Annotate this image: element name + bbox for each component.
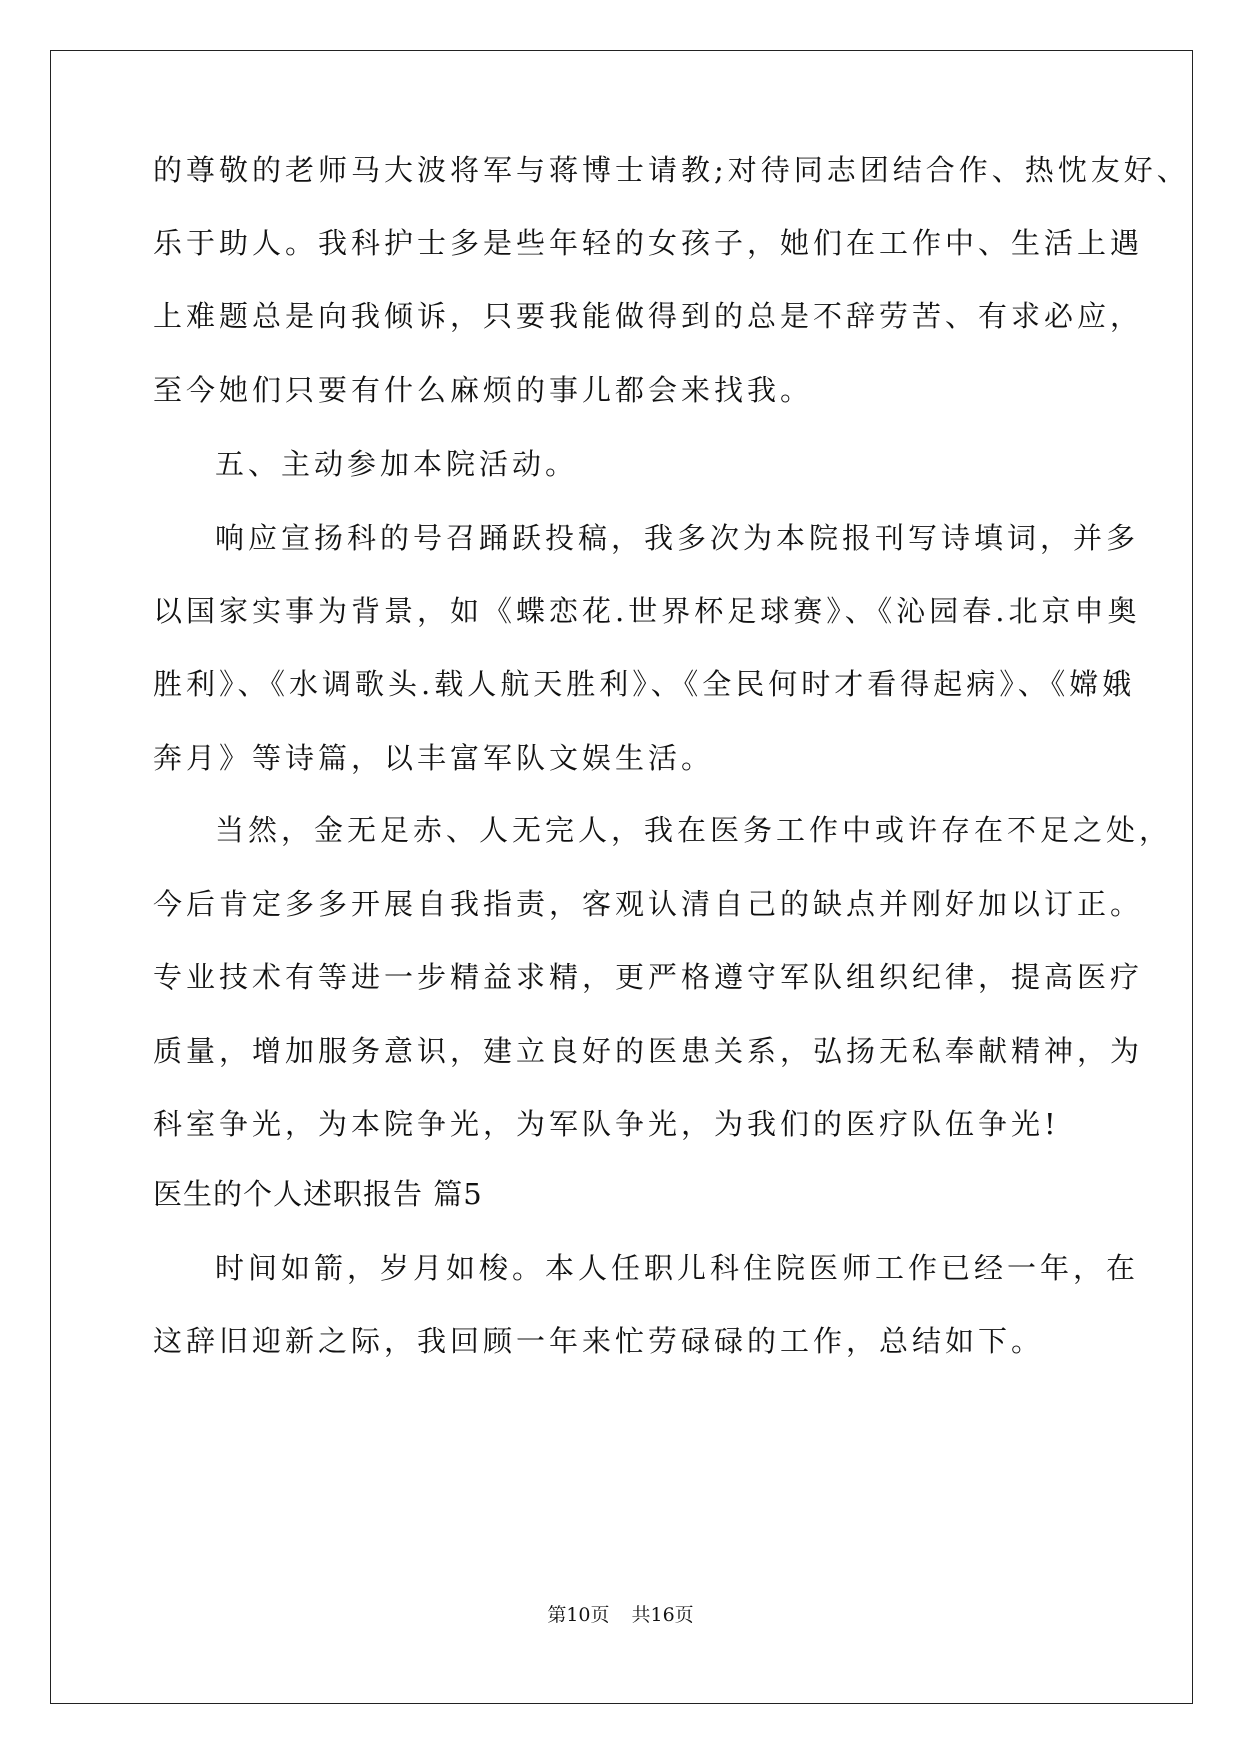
page-number: 第10页 (547, 1604, 610, 1626)
body-line: 奔月》等诗篇，以丰富军队文娱生活。 (153, 741, 715, 775)
body-line: 当然，金无足赤、人无完人，我在医务工作中或许存在不足之处， (215, 813, 1173, 847)
section-heading: 五、主动参加本院活动。 (215, 447, 579, 481)
body-line: 质量，增加服务意识，建立良好的医患关系，弘扬无私奉献精神，为 (153, 1034, 1144, 1068)
report-heading: 医生的个人述职报告 篇5 (153, 1177, 483, 1211)
body-line: 上难题总是向我倾诉，只要我能做得到的总是不辞劳苦、有求必应， (153, 299, 1144, 333)
body-line: 时间如箭，岁月如梭。本人任职儿科住院医师工作已经一年，在 (215, 1251, 1140, 1285)
body-line: 专业技术有等进一步精益求精，更严格遵守军队组织纪律，提高医疗 (153, 960, 1144, 994)
body-line: 科室争光，为本院争光，为军队争光，为我们的医疗队伍争光! (153, 1107, 1060, 1141)
body-line: 这辞旧迎新之际，我回顾一年来忙劳碌碌的工作，总结如下。 (153, 1324, 1045, 1358)
body-line: 的尊敬的老师马大波将军与蒋博士请教;对待同志团结合作、热忱友好、 (153, 153, 1190, 187)
body-line: 以国家实事为背景，如《蝶恋花.世界杯足球赛》、《沁园春.北京申奥 (153, 594, 1141, 628)
page-footer (0, 1603, 1241, 1627)
page-total: 共16页 (631, 1604, 694, 1626)
body-line: 至今她们只要有什么麻烦的事儿都会来找我。 (153, 373, 814, 407)
body-line: 响应宣扬科的号召踊跃投稿，我多次为本院报刊写诗填词，并多 (215, 521, 1140, 555)
body-line: 乐于助人。我科护士多是些年轻的女孩子，她们在工作中、生活上遇 (153, 226, 1144, 260)
body-line: 胜利》、《水调歌头.载人航天胜利》、《全民何时才看得起病》、《嫦娥 (153, 667, 1136, 701)
body-line: 今后肯定多多开展自我指责，客观认清自己的缺点并刚好加以订正。 (153, 887, 1144, 921)
